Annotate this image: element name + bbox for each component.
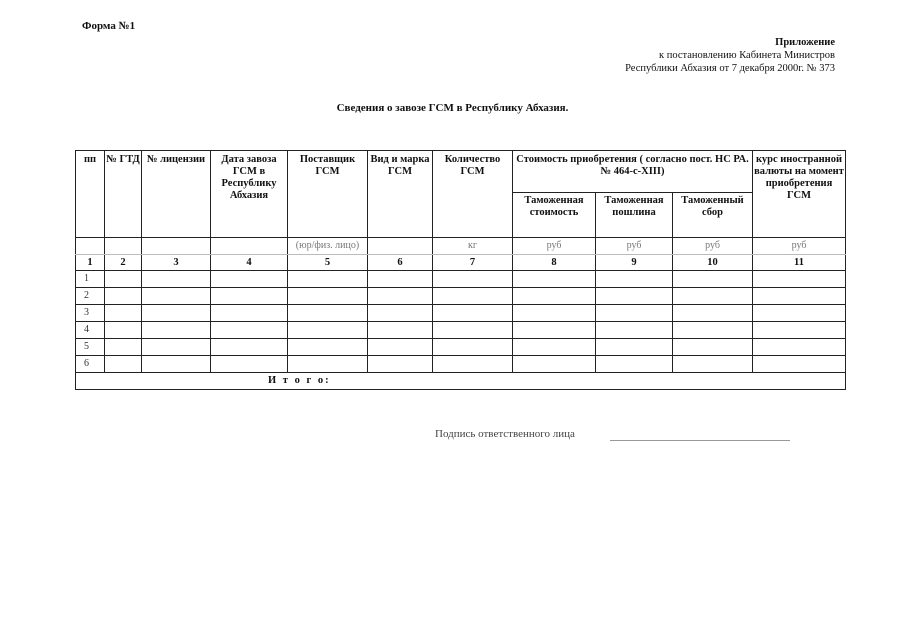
column-number: 10 — [673, 255, 753, 271]
row-number: 2 — [76, 288, 105, 305]
table-cell[interactable] — [288, 271, 368, 288]
appendix-line-2: Республики Абхазия от 7 декабря 2000г. № 373 — [625, 63, 835, 74]
table-cell[interactable] — [673, 356, 753, 373]
table-cell[interactable] — [596, 288, 673, 305]
table-row — [76, 339, 846, 356]
table-row — [76, 271, 846, 288]
column-number: 3 — [142, 255, 211, 271]
column-number: 4 — [211, 255, 288, 271]
header-gtd: № ГТД — [105, 151, 142, 238]
table-cell[interactable] — [211, 288, 288, 305]
table-cell[interactable] — [513, 322, 596, 339]
table-cell[interactable] — [513, 356, 596, 373]
table-cell[interactable] — [211, 271, 288, 288]
table-cell[interactable] — [288, 322, 368, 339]
table-cell[interactable] — [211, 339, 288, 356]
table-cell[interactable] — [433, 305, 513, 322]
table-cell[interactable] — [368, 356, 433, 373]
table-cell[interactable] — [673, 271, 753, 288]
header-supplier: Поставщик ГСМ — [288, 151, 368, 238]
header-license: № лицензии — [142, 151, 211, 238]
fuel-import-table — [75, 150, 846, 390]
table-cell[interactable] — [673, 339, 753, 356]
table-cell[interactable] — [105, 322, 142, 339]
table-cell[interactable] — [596, 305, 673, 322]
table-cell[interactable] — [288, 356, 368, 373]
column-number: 1 — [76, 255, 105, 271]
header-rate: курс иностранной валюты на момент приобретения ГСМ — [753, 151, 846, 238]
table-cell[interactable] — [288, 305, 368, 322]
table-cell[interactable] — [211, 305, 288, 322]
unit-customs-duty: руб — [596, 238, 673, 255]
units-row — [76, 238, 846, 255]
header-customs-duty: Таможенная пошлина — [596, 193, 673, 238]
table-cell[interactable] — [753, 305, 846, 322]
row-number: 4 — [76, 322, 105, 339]
header-cost-group: Стоимость приобретения ( согласно пост. НС РА. № 464-с-XIII) — [513, 151, 753, 193]
column-numbers-row — [76, 255, 846, 271]
table-cell[interactable] — [433, 339, 513, 356]
row-number: 3 — [76, 305, 105, 322]
table-cell[interactable] — [105, 356, 142, 373]
column-number: 7 — [433, 255, 513, 271]
column-number: 11 — [753, 255, 846, 271]
table-cell[interactable] — [513, 305, 596, 322]
table-cell[interactable] — [673, 288, 753, 305]
document-title: Сведения о завозе ГСМ в Республику Абхазия. — [336, 102, 569, 114]
header-date: Дата завоза ГСМ в Республику Абхазия — [211, 151, 288, 238]
table-cell[interactable] — [433, 356, 513, 373]
table-cell[interactable] — [673, 305, 753, 322]
header-pp: пп — [76, 151, 105, 238]
column-number: 5 — [288, 255, 368, 271]
table-cell[interactable] — [288, 288, 368, 305]
table-cell[interactable] — [368, 339, 433, 356]
table-cell[interactable] — [368, 322, 433, 339]
table-cell[interactable] — [596, 322, 673, 339]
table-cell[interactable] — [433, 322, 513, 339]
table-cell[interactable] — [596, 356, 673, 373]
table-cell[interactable] — [105, 288, 142, 305]
column-number: 6 — [368, 255, 433, 271]
table-cell[interactable] — [513, 271, 596, 288]
table-cell[interactable] — [513, 288, 596, 305]
unit-customs-value: руб — [513, 238, 596, 255]
table-cell[interactable] — [142, 356, 211, 373]
table-cell[interactable] — [753, 322, 846, 339]
table-cell[interactable] — [288, 339, 368, 356]
column-number: 9 — [596, 255, 673, 271]
total-row — [76, 373, 846, 390]
table-cell[interactable] — [433, 288, 513, 305]
table-cell[interactable] — [142, 288, 211, 305]
table-cell[interactable] — [368, 271, 433, 288]
table-cell[interactable] — [596, 271, 673, 288]
unit-cell — [142, 238, 211, 255]
table-cell[interactable] — [753, 271, 846, 288]
table-cell[interactable] — [105, 271, 142, 288]
row-number: 1 — [76, 271, 105, 288]
table-cell[interactable] — [433, 271, 513, 288]
header-kind: Вид и марка ГСМ — [368, 151, 433, 238]
total-cell — [76, 373, 846, 390]
table-cell[interactable] — [105, 305, 142, 322]
appendix-title: Приложение — [775, 37, 835, 48]
header-customs-fee: Таможенный сбор — [673, 193, 753, 238]
table-cell[interactable] — [753, 339, 846, 356]
table-row — [76, 356, 846, 373]
header-quantity: Количество ГСМ — [433, 151, 513, 238]
total-label: И т о г о: — [268, 375, 331, 386]
table-cell[interactable] — [753, 288, 846, 305]
table-cell[interactable] — [142, 305, 211, 322]
table-cell[interactable] — [368, 305, 433, 322]
appendix-block — [625, 36, 835, 75]
signature-line[interactable] — [610, 440, 790, 441]
header-customs-value: Таможенная стоимость — [513, 193, 596, 238]
unit-rate: руб — [753, 238, 846, 255]
table-cell[interactable] — [513, 339, 596, 356]
table-cell[interactable] — [753, 356, 846, 373]
row-number: 5 — [76, 339, 105, 356]
column-number: 2 — [105, 255, 142, 271]
table-cell[interactable] — [105, 339, 142, 356]
table-cell[interactable] — [211, 322, 288, 339]
table-cell[interactable] — [211, 356, 288, 373]
table-cell[interactable] — [368, 288, 433, 305]
unit-cell — [76, 238, 105, 255]
table-cell[interactable] — [596, 339, 673, 356]
unit-supplier: (юр/физ. лицо) — [288, 238, 368, 255]
appendix-line-1: к постановлению Кабинета Министров — [659, 50, 835, 61]
table-row — [76, 288, 846, 305]
table-row — [76, 305, 846, 322]
form-number: Форма №1 — [82, 20, 136, 32]
unit-cell — [368, 238, 433, 255]
column-number: 8 — [513, 255, 596, 271]
unit-customs-fee: руб — [673, 238, 753, 255]
table-row — [76, 322, 846, 339]
table-cell[interactable] — [142, 271, 211, 288]
unit-cell — [105, 238, 142, 255]
signature-label: Подпись ответственного лица — [435, 428, 575, 440]
table-cell[interactable] — [673, 322, 753, 339]
table-cell[interactable] — [142, 339, 211, 356]
unit-cell — [211, 238, 288, 255]
row-number: 6 — [76, 356, 105, 373]
unit-quantity: кг — [433, 238, 513, 255]
table-cell[interactable] — [142, 322, 211, 339]
